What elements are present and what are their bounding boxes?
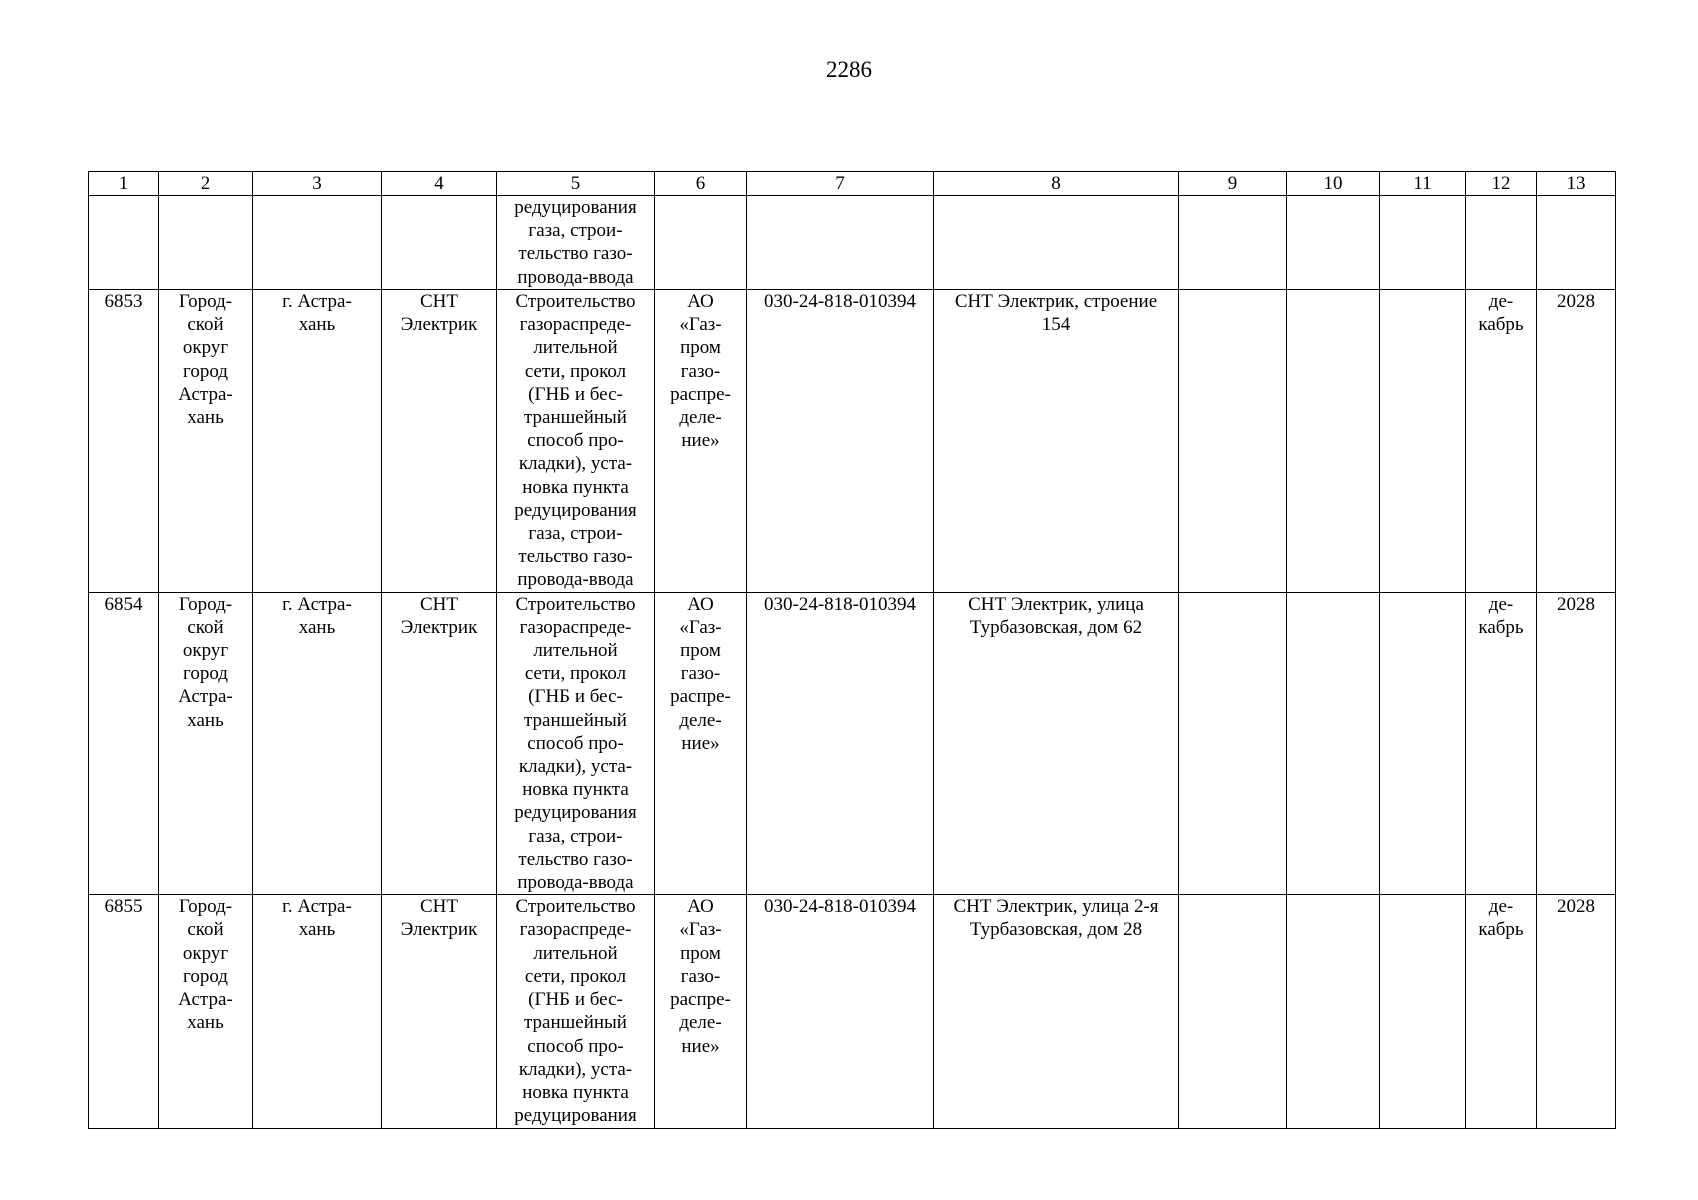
text-line: кладки), уста-: [518, 1058, 633, 1080]
text-line: (ГНБ и бес-: [528, 686, 623, 708]
table-cell: [1179, 196, 1287, 290]
object-name-cell: [382, 895, 497, 1129]
text-line: город: [183, 965, 228, 987]
organization-cell: [655, 290, 747, 593]
text-line: пром: [680, 337, 721, 359]
text-line: ние»: [681, 1035, 720, 1057]
works-description-cell: [497, 592, 655, 895]
table-cell: [1537, 196, 1616, 290]
text-line: Город-: [178, 896, 233, 918]
text-line: хань: [298, 314, 336, 336]
text-line: пром: [680, 942, 721, 964]
column-number: 5: [497, 172, 655, 196]
column-11-cell: [1380, 895, 1466, 1129]
text-line: газа, строи-: [528, 220, 623, 242]
text-line: округ: [182, 640, 229, 662]
text-line: АО: [687, 896, 714, 918]
column-number: 4: [382, 172, 497, 196]
text-line: редуцирования: [514, 499, 637, 521]
text-line: новка пункта: [522, 779, 629, 801]
month-cell: [1466, 290, 1537, 593]
text-line: «Газ-: [679, 919, 722, 941]
row-number-cell: 6853: [89, 290, 159, 593]
month-cell: [1466, 592, 1537, 895]
text-line: кабрь: [1478, 616, 1524, 638]
row-number-cell: 6855: [89, 895, 159, 1129]
text-line: г. Астра-: [282, 896, 352, 918]
text-line: способ про-: [527, 430, 624, 452]
object-name-cell: [382, 290, 497, 593]
text-line: (ГНБ и бес-: [528, 989, 623, 1011]
text-line: хань: [187, 407, 224, 429]
text-line: новка пункта: [522, 476, 629, 498]
table-body: [89, 172, 1616, 1129]
text-line: Город-: [178, 291, 233, 312]
text-line: редуцирования: [514, 1105, 637, 1127]
row-number-cell: 6854: [89, 592, 159, 895]
code-cell: 030-24-818-010394: [747, 895, 934, 1129]
organization-cell: [655, 592, 747, 895]
text-line: газо-: [680, 663, 721, 685]
text-line: траншейный: [524, 407, 627, 429]
text-line: ской: [187, 919, 224, 941]
text-line: распре-: [670, 383, 731, 405]
text-line: газораспреде-: [519, 616, 632, 638]
text-line: лительной: [533, 337, 618, 359]
text-line: СНТ: [420, 593, 458, 615]
table-cell: [159, 196, 253, 290]
code-cell: 030-24-818-010394: [747, 592, 934, 895]
district-cell: [159, 592, 253, 895]
table-row: [89, 895, 1616, 1129]
text-line: Строительство: [515, 593, 636, 615]
text-line: редуцирования: [514, 197, 637, 218]
text-line: провода-ввода: [517, 266, 634, 288]
text-line: Город-: [178, 593, 233, 615]
text-line: (ГНБ и бес-: [528, 383, 623, 405]
page-number: 2286: [826, 57, 872, 82]
text-line: кабрь: [1478, 919, 1524, 941]
text-line: ской: [187, 616, 224, 638]
text-line: редуцирования: [514, 802, 637, 824]
table-cell: [253, 196, 382, 290]
text-line: ние»: [681, 430, 720, 452]
works-description-cell: [497, 196, 655, 290]
text-line: СНТ Электрик, улица 2-я: [953, 896, 1159, 918]
organization-cell: [655, 895, 747, 1129]
text-line: распре-: [670, 686, 731, 708]
text-line: тельство газо-: [518, 546, 633, 568]
text-line: газораспреде-: [519, 314, 632, 336]
table-row: [89, 592, 1616, 895]
text-line: Электрик: [400, 314, 478, 336]
text-line: кабрь: [1478, 314, 1524, 336]
table-cell: [382, 196, 497, 290]
text-line: де-: [1488, 593, 1514, 615]
text-line: распре-: [670, 989, 731, 1011]
text-line: хань: [187, 1012, 224, 1034]
text-line: пром: [680, 640, 721, 662]
year-cell: 2028: [1537, 895, 1616, 1129]
table-cell: [89, 196, 159, 290]
text-line: сети, прокол: [524, 663, 627, 685]
text-line: СНТ: [420, 896, 458, 918]
text-line: способ про-: [527, 732, 624, 754]
column-number: 2: [159, 172, 253, 196]
text-line: ской: [187, 314, 224, 336]
table-cell: [1466, 196, 1537, 290]
column-9-cell: [1179, 592, 1287, 895]
text-line: деле-: [679, 407, 722, 429]
text-line: Турбазовская, дом 28: [969, 919, 1143, 941]
address-cell: [934, 592, 1179, 895]
text-line: кладки), уста-: [518, 756, 633, 778]
text-line: тельство газо-: [518, 243, 633, 265]
text-line: тельство газо-: [518, 848, 633, 870]
text-line: сети, прокол: [524, 360, 627, 382]
text-line: хань: [298, 616, 336, 638]
column-11-cell: [1380, 592, 1466, 895]
text-line: СНТ Электрик, строение: [954, 291, 1158, 312]
text-line: де-: [1488, 291, 1514, 312]
address-cell: [934, 290, 1179, 593]
text-line: траншейный: [524, 709, 627, 731]
column-number: 1: [89, 172, 159, 196]
text-line: Турбазовская, дом 62: [969, 616, 1143, 638]
text-line: АО: [687, 593, 714, 615]
column-number: 7: [747, 172, 934, 196]
text-line: хань: [298, 919, 336, 941]
text-line: СНТ: [420, 291, 458, 312]
table-cell: [655, 196, 747, 290]
text-line: газораспреде-: [519, 919, 632, 941]
text-line: хань: [187, 709, 224, 731]
text-line: газа, строи-: [528, 825, 623, 847]
text-line: Строительство: [515, 291, 636, 312]
text-line: округ: [182, 337, 229, 359]
table-cell: [934, 196, 1179, 290]
text-line: Электрик: [400, 919, 478, 941]
text-line: СНТ Электрик, улица: [968, 593, 1144, 615]
month-cell: [1466, 895, 1537, 1129]
column-number: 3: [253, 172, 382, 196]
continuation-row: [89, 196, 1616, 290]
text-line: провода-ввода: [517, 569, 634, 591]
column-number: 11: [1380, 172, 1466, 196]
column-number: 9: [1179, 172, 1287, 196]
works-description-cell: [497, 895, 655, 1129]
address-cell: [934, 895, 1179, 1129]
text-line: лительной: [533, 640, 618, 662]
text-line: город: [183, 360, 228, 382]
text-line: ние»: [681, 732, 720, 754]
text-line: г. Астра-: [282, 291, 352, 312]
settlement-cell: [253, 290, 382, 593]
text-line: «Газ-: [679, 314, 722, 336]
text-line: деле-: [679, 709, 722, 731]
text-line: способ про-: [527, 1035, 624, 1057]
table-cell: [1287, 196, 1380, 290]
year-cell: 2028: [1537, 290, 1616, 593]
text-line: газо-: [680, 965, 721, 987]
text-line: Астра-: [178, 686, 233, 708]
table-row: [89, 290, 1616, 593]
data-table: [88, 171, 1616, 1129]
text-line: газа, строи-: [528, 523, 623, 545]
object-name-cell: [382, 592, 497, 895]
text-line: АО: [687, 291, 714, 312]
text-line: Астра-: [178, 383, 233, 405]
text-line: де-: [1488, 896, 1514, 918]
column-number-row: [89, 172, 1616, 196]
text-line: кладки), уста-: [518, 453, 633, 475]
column-9-cell: [1179, 895, 1287, 1129]
settlement-cell: [253, 895, 382, 1129]
year-cell: 2028: [1537, 592, 1616, 895]
works-description-cell: [497, 290, 655, 593]
text-line: 154: [1041, 314, 1071, 336]
column-9-cell: [1179, 290, 1287, 593]
district-cell: [159, 895, 253, 1129]
column-number: 12: [1466, 172, 1537, 196]
text-line: город: [183, 663, 228, 685]
code-cell: 030-24-818-010394: [747, 290, 934, 593]
text-line: «Газ-: [679, 616, 722, 638]
text-line: г. Астра-: [282, 593, 352, 615]
column-10-cell: [1287, 290, 1380, 593]
text-line: сети, прокол: [524, 965, 627, 987]
column-number: 6: [655, 172, 747, 196]
district-cell: [159, 290, 253, 593]
column-number: 8: [934, 172, 1179, 196]
column-number: 13: [1537, 172, 1616, 196]
text-line: деле-: [679, 1012, 722, 1034]
settlement-cell: [253, 592, 382, 895]
column-10-cell: [1287, 592, 1380, 895]
text-line: Электрик: [400, 616, 478, 638]
column-11-cell: [1380, 290, 1466, 593]
column-10-cell: [1287, 895, 1380, 1129]
text-line: траншейный: [524, 1012, 627, 1034]
column-number: 10: [1287, 172, 1380, 196]
table-cell: [747, 196, 934, 290]
text-line: новка пункта: [522, 1081, 629, 1103]
text-line: провода-ввода: [517, 872, 634, 894]
text-line: газо-: [680, 360, 721, 382]
text-line: округ: [182, 942, 229, 964]
table-cell: [1380, 196, 1466, 290]
text-line: лительной: [533, 942, 618, 964]
text-line: Строительство: [515, 896, 636, 918]
text-line: Астра-: [178, 989, 233, 1011]
